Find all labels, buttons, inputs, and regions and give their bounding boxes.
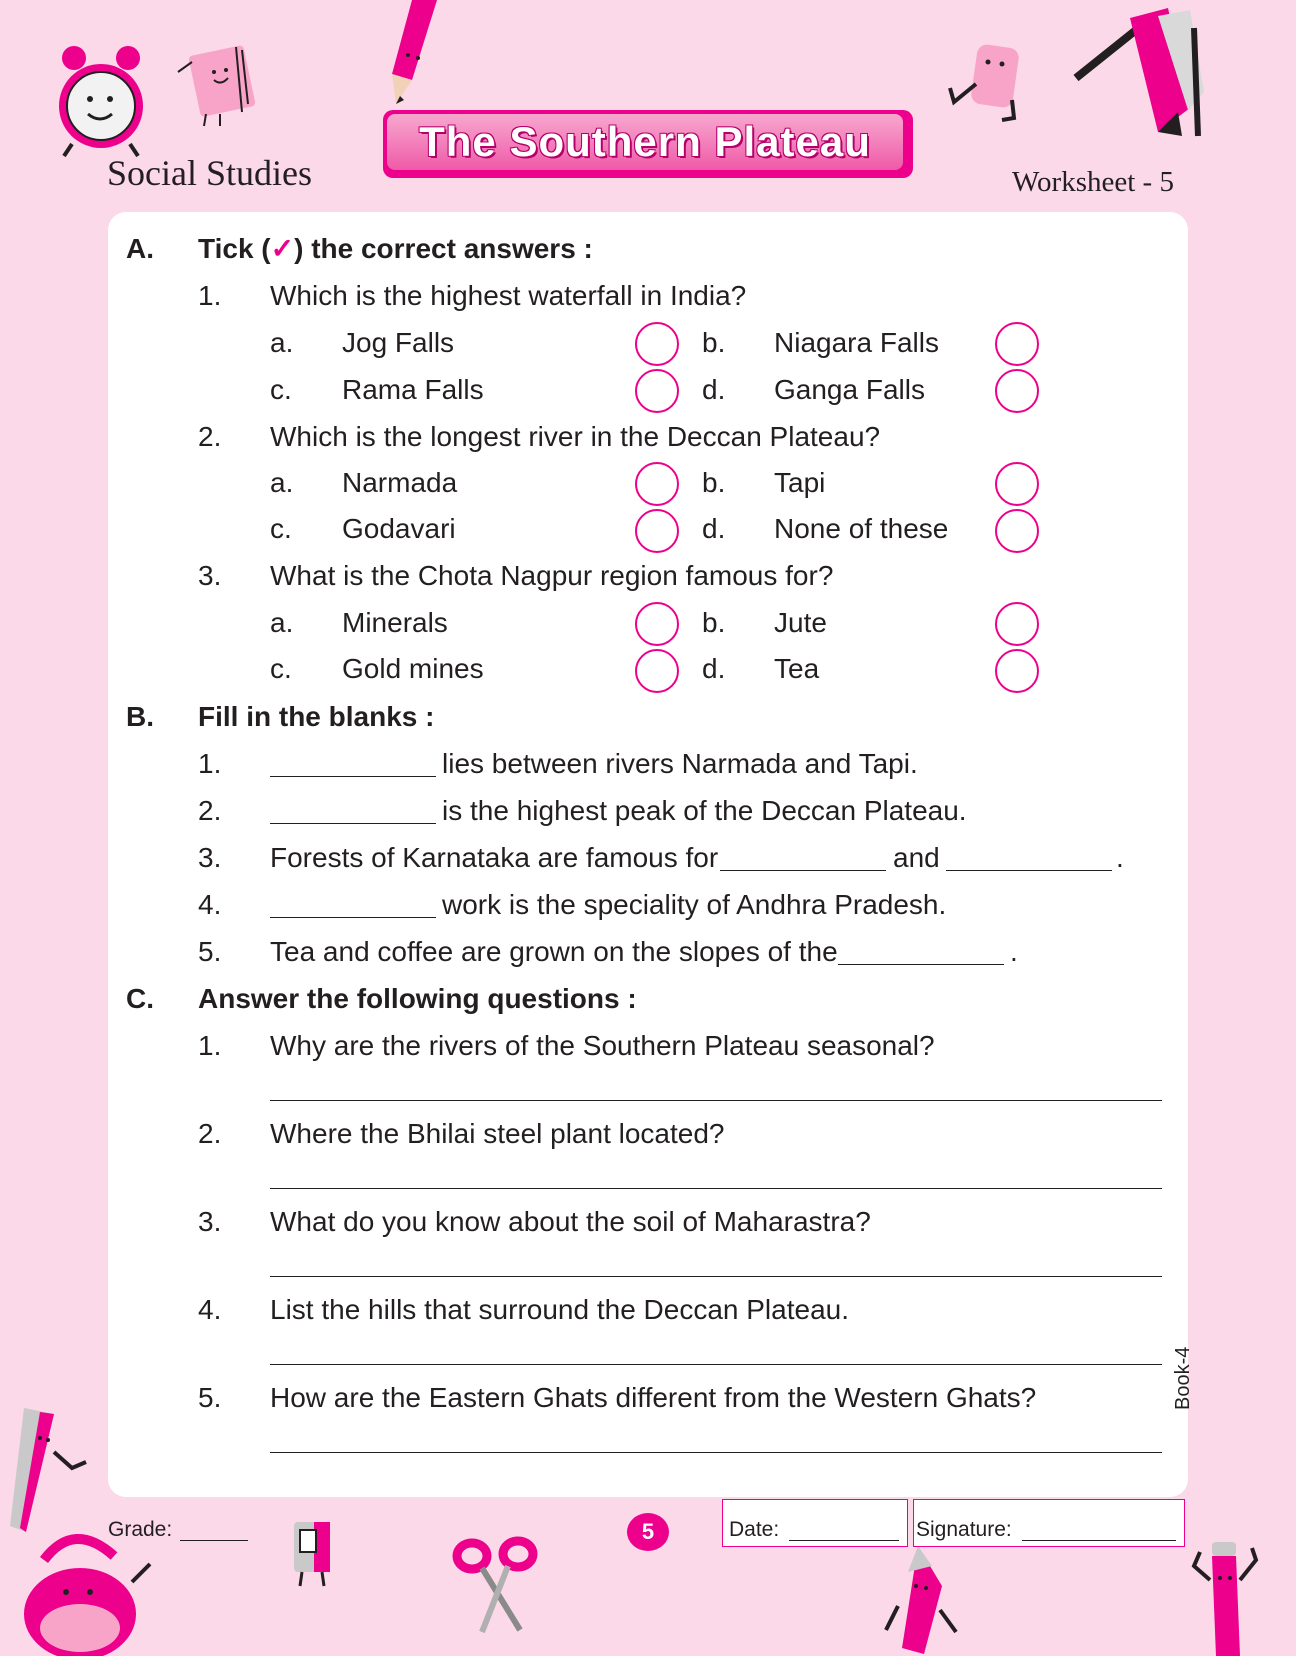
- option-text: Tea: [774, 653, 820, 684]
- question-text: What do you know about the soil of Maharastra?: [270, 1206, 871, 1237]
- answer-circle[interactable]: [635, 509, 679, 553]
- question-number: 5.: [198, 1382, 222, 1413]
- option-text: Jog Falls: [342, 327, 455, 358]
- eraser-icon: [946, 44, 1036, 124]
- option-text: Godavari: [342, 513, 456, 544]
- option-letter: c.: [270, 374, 292, 405]
- answer-circle[interactable]: [995, 322, 1039, 366]
- item-number: 2.: [198, 795, 222, 826]
- question-number: 3.: [198, 560, 222, 591]
- section-b-letter: B.: [126, 701, 154, 732]
- grade-field[interactable]: [180, 1540, 248, 1541]
- answer-circle[interactable]: [635, 369, 679, 413]
- item-number: 4.: [198, 889, 222, 920]
- answer-line[interactable]: [270, 1452, 1162, 1453]
- date-label: Date:: [729, 1518, 780, 1541]
- answer-circle[interactable]: [635, 649, 679, 693]
- section-a-letter: A.: [126, 233, 154, 264]
- question-number: 3.: [198, 1206, 222, 1237]
- item-text: .: [1010, 936, 1018, 967]
- question-number: 4.: [198, 1294, 222, 1325]
- option-text: Minerals: [342, 607, 448, 638]
- option-text: Ganga Falls: [774, 374, 925, 405]
- option-letter: c.: [270, 653, 292, 684]
- page-number: 5: [627, 1513, 669, 1551]
- crayon-icon: [884, 1546, 964, 1656]
- answer-circle[interactable]: [995, 369, 1039, 413]
- blank-line[interactable]: [270, 917, 436, 918]
- option-text: Narmada: [342, 467, 458, 498]
- option-letter: d.: [702, 374, 726, 405]
- blank-line[interactable]: [270, 823, 436, 824]
- signature-label: Signature:: [916, 1518, 1012, 1541]
- question-text: List the hills that surround the Deccan Plateau.: [270, 1294, 850, 1325]
- item-number: 1.: [198, 748, 222, 779]
- question-text: Which is the longest river in the Deccan Plateau?: [270, 421, 881, 452]
- date-box[interactable]: [722, 1499, 908, 1547]
- item-text: lies between rivers Narmada and Tapi.: [442, 748, 918, 779]
- item-text: .: [1116, 842, 1124, 873]
- blank-line[interactable]: [270, 776, 436, 777]
- section-c-letter: C.: [126, 983, 154, 1014]
- option-letter: a.: [270, 467, 294, 498]
- option-letter: a.: [270, 327, 294, 358]
- answer-line[interactable]: [270, 1364, 1162, 1365]
- brush-icon: [1190, 1540, 1270, 1656]
- date-field[interactable]: [789, 1540, 899, 1541]
- question-text: Why are the rivers of the Southern Plateau seasonal?: [270, 1030, 935, 1061]
- worksheet-number: Worksheet - 5: [1012, 166, 1174, 198]
- option-letter: c.: [270, 513, 292, 544]
- option-text: Rama Falls: [342, 374, 484, 405]
- option-text: Jute: [774, 607, 827, 638]
- question-number: 2.: [198, 421, 222, 452]
- question-text: Which is the highest waterfall in India?: [270, 280, 747, 311]
- question-number: 1.: [198, 280, 222, 311]
- answer-line[interactable]: [270, 1100, 1162, 1101]
- section-a-heading: Tick (✓) the correct answers :: [198, 233, 593, 264]
- item-text: and: [893, 842, 940, 873]
- question-text: How are the Eastern Ghats different from the Western Ghats?: [270, 1382, 1037, 1413]
- answer-circle[interactable]: [635, 322, 679, 366]
- signature-box[interactable]: [913, 1499, 1185, 1547]
- scissors-icon: [452, 1534, 538, 1634]
- item-text: Tea and coffee are grown on the slopes of the: [270, 936, 838, 967]
- alarm-clock-icon: [52, 44, 152, 159]
- answer-circle[interactable]: [995, 509, 1039, 553]
- item-number: 5.: [198, 936, 222, 967]
- option-letter: a.: [270, 607, 294, 638]
- subject-label: Social Studies: [107, 153, 312, 193]
- question-number: 2.: [198, 1118, 222, 1149]
- answer-circle[interactable]: [995, 602, 1039, 646]
- ruler-icon: [10, 1408, 90, 1538]
- answer-line[interactable]: [270, 1188, 1162, 1189]
- option-letter: d.: [702, 653, 726, 684]
- option-letter: b.: [702, 467, 726, 498]
- option-text: Gold mines: [342, 653, 484, 684]
- grade-label: Grade:: [108, 1518, 173, 1541]
- option-letter: d.: [702, 513, 726, 544]
- option-text: Niagara Falls: [774, 327, 939, 358]
- item-text: work is the speciality of Andhra Pradesh.: [442, 889, 947, 920]
- answer-circle[interactable]: [995, 462, 1039, 506]
- answer-circle[interactable]: [635, 462, 679, 506]
- blank-line[interactable]: [946, 870, 1112, 871]
- section-c-heading: Answer the following questions :: [198, 983, 637, 1014]
- option-letter: b.: [702, 607, 726, 638]
- section-b-heading: Fill in the blanks :: [198, 701, 435, 732]
- question-text: What is the Chota Nagpur region famous for?: [270, 560, 834, 591]
- title-banner: [383, 110, 913, 178]
- question-number: 1.: [198, 1030, 222, 1061]
- pencil-pen-icon: [1072, 8, 1212, 138]
- notepad-icon: [176, 42, 266, 127]
- question-text: Where the Bhilai steel plant located?: [270, 1118, 725, 1149]
- sharpener-icon: [284, 1520, 344, 1590]
- tick-icon: ✓: [270, 233, 295, 264]
- answer-circle[interactable]: [635, 602, 679, 646]
- signature-field[interactable]: [1022, 1540, 1176, 1541]
- blank-line[interactable]: [720, 870, 886, 871]
- option-letter: b.: [702, 327, 726, 358]
- answer-circle[interactable]: [995, 649, 1039, 693]
- answer-line[interactable]: [270, 1276, 1162, 1277]
- item-number: 3.: [198, 842, 222, 873]
- item-text: is the highest peak of the Deccan Plateau.: [442, 795, 967, 826]
- pencil-icon: [382, 0, 442, 110]
- item-text: Forests of Karnataka are famous for: [270, 842, 719, 873]
- option-text: Tapi: [774, 467, 826, 498]
- book-label: Book-4: [1172, 1346, 1194, 1410]
- option-text: None of these: [774, 513, 949, 544]
- blank-line[interactable]: [838, 964, 1004, 965]
- page-title: The Southern Plateau: [419, 118, 871, 165]
